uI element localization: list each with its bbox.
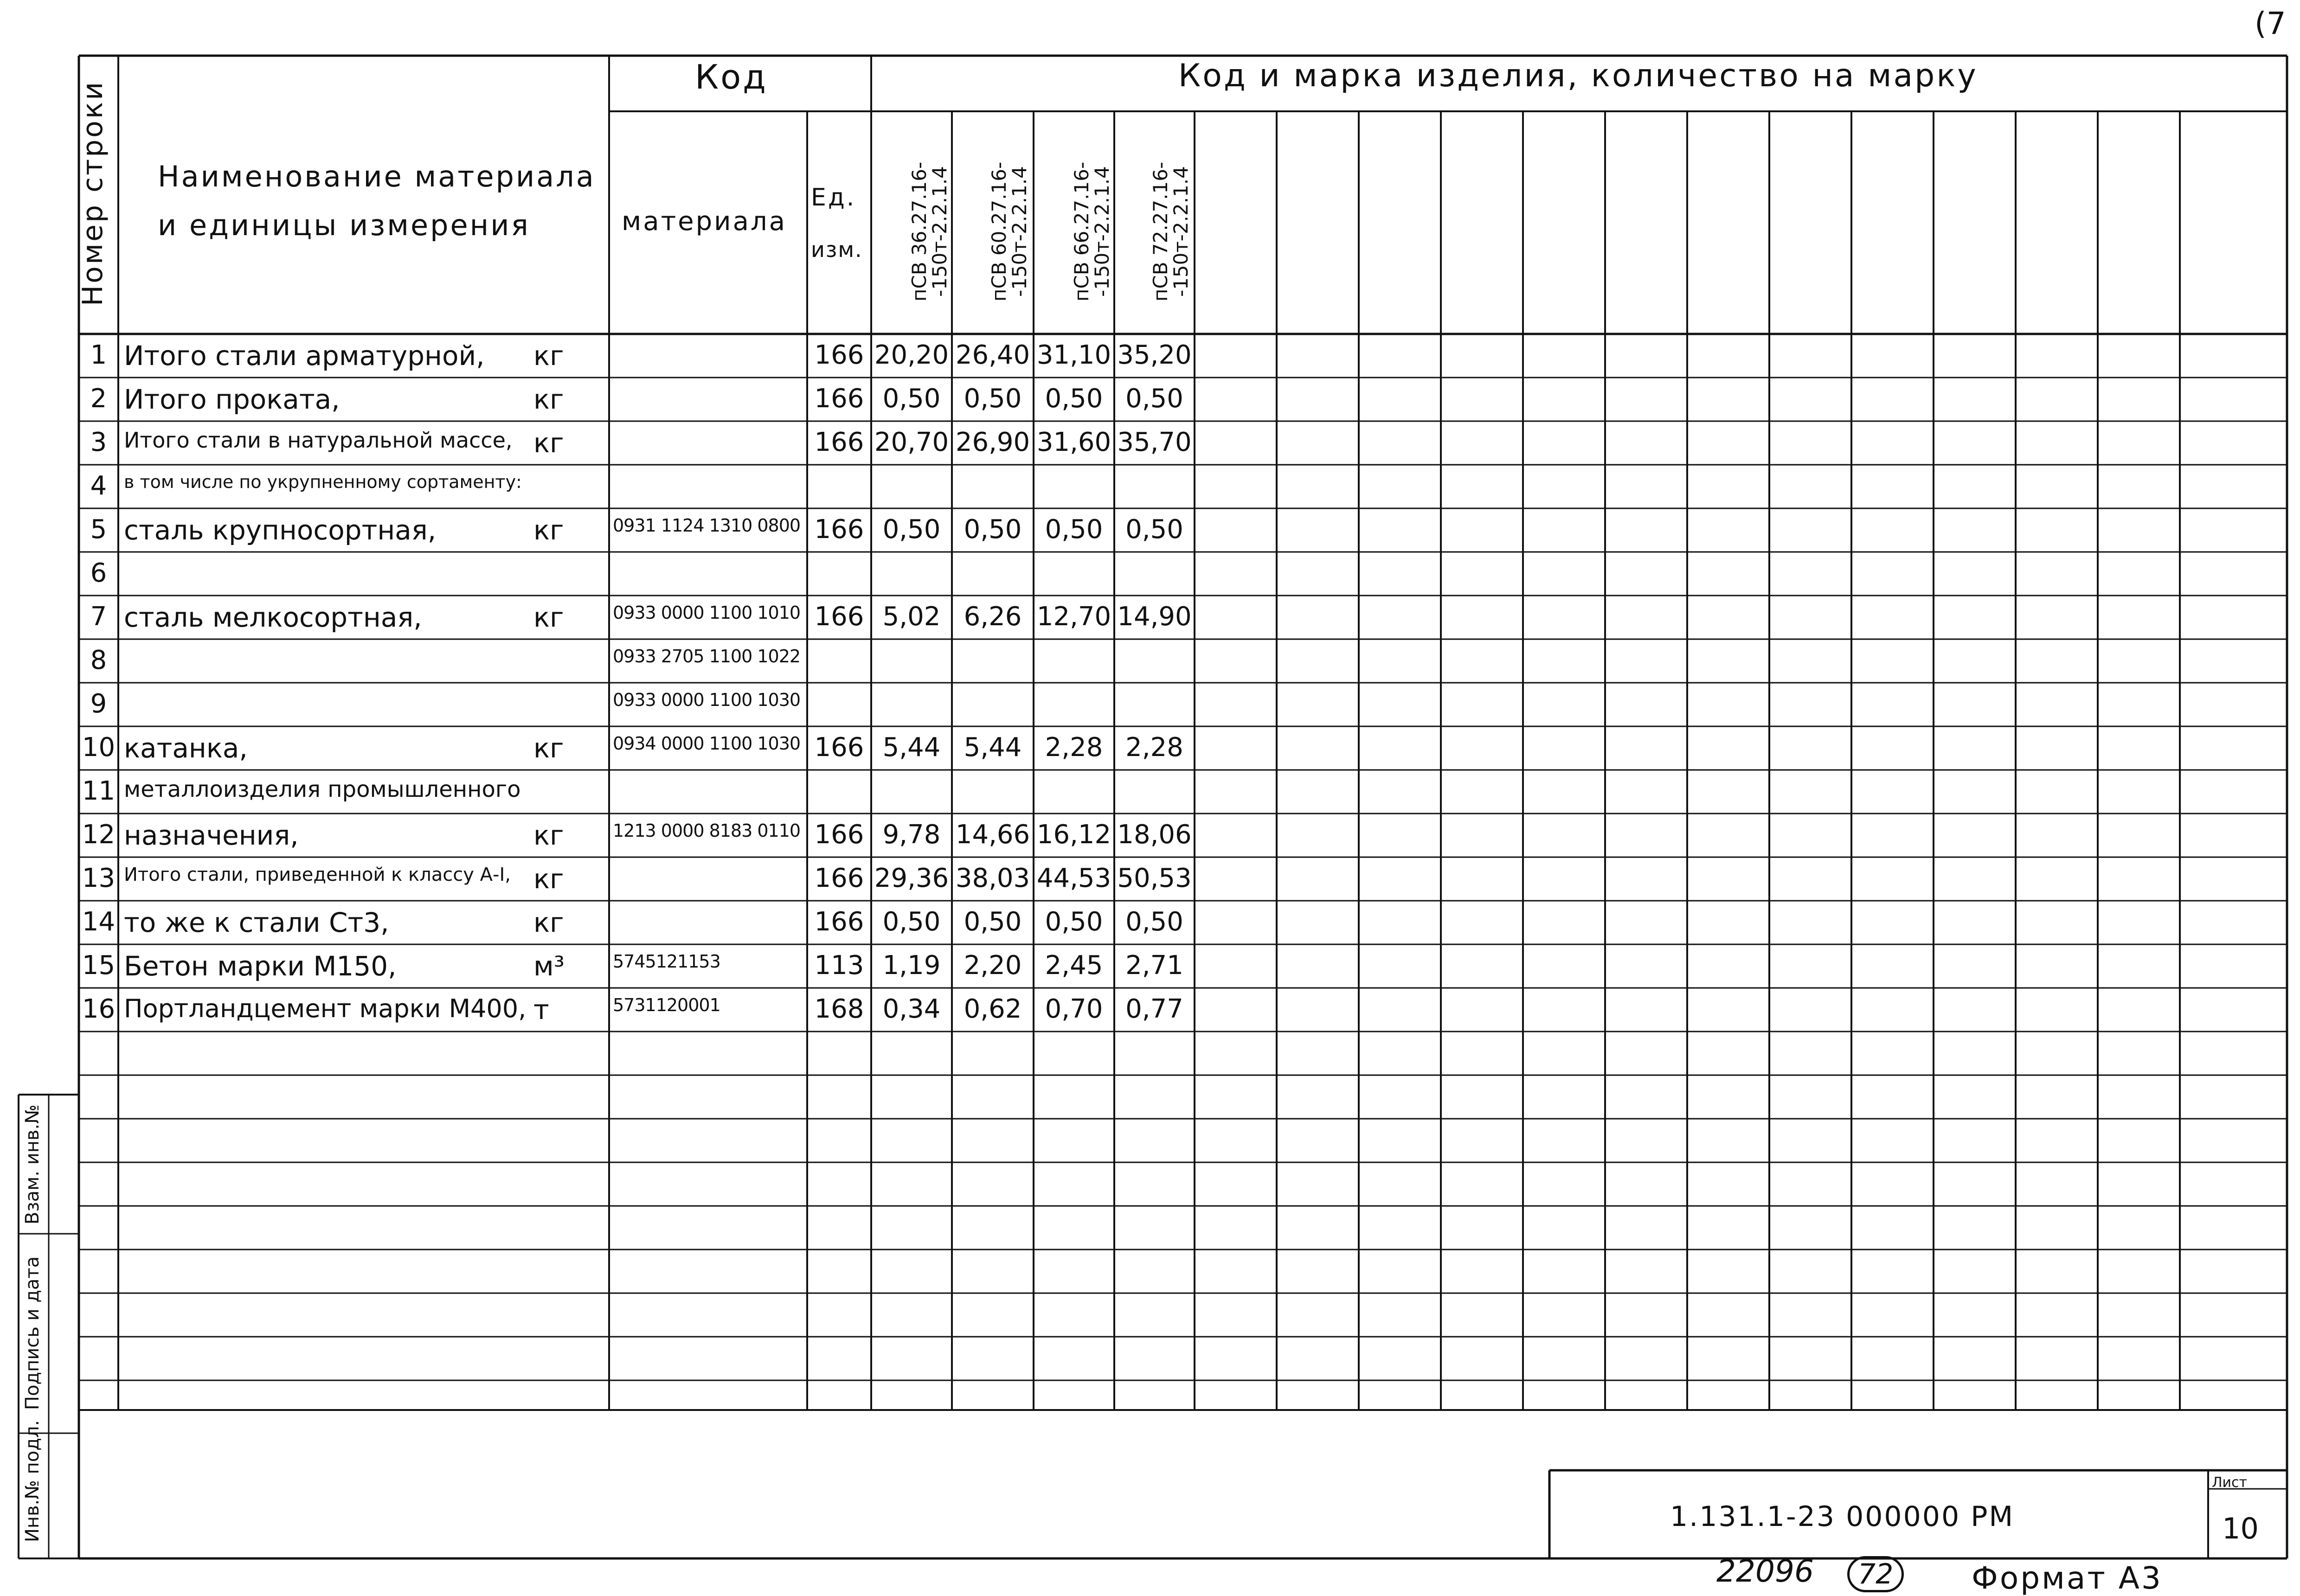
material-code: 5745121153 <box>613 951 720 972</box>
row-number: 9 <box>90 689 107 719</box>
quantity-cell: 5,44 <box>964 732 1022 763</box>
quantity-cell: 2,71 <box>1125 950 1183 981</box>
quantity-cell: 0,50 <box>1125 514 1183 545</box>
quantity-cell: 0,50 <box>964 514 1022 545</box>
quantity-cell: 44,53 <box>1036 863 1111 893</box>
material-name: Портландцемент марки М400, <box>124 994 527 1023</box>
unit-code: 166 <box>814 602 864 632</box>
material-name: Итого стали в натуральной массе, <box>124 428 513 453</box>
quantity-cell: 0,77 <box>1125 994 1183 1024</box>
quantity-cell: 2,28 <box>1125 732 1183 763</box>
archive-number: 22096 <box>1716 1553 1814 1589</box>
unit-code: 166 <box>814 384 864 414</box>
material-code: 5731120001 <box>613 995 720 1015</box>
material-name: Итого проката, <box>124 384 340 415</box>
material-name: Бетон марки М150, <box>124 950 397 982</box>
quantity-cell: 0,50 <box>1045 384 1103 414</box>
mark-3-line2: -150т-2.2.1.4 <box>1091 166 1113 297</box>
circled-number: 72 <box>1847 1556 1904 1592</box>
header-code: Код <box>695 58 768 96</box>
unit-of-measure: кг <box>533 602 564 633</box>
row-number: 15 <box>82 950 116 981</box>
sheet-label: Лист <box>2212 1474 2248 1491</box>
row-number: 11 <box>82 776 116 806</box>
header-unit-line1: Ед. <box>811 184 856 212</box>
quantity-cell: 0,50 <box>964 907 1022 937</box>
header-name-line1: Наименование материала <box>158 160 596 193</box>
quantity-cell: 16,12 <box>1036 820 1111 850</box>
material-name: сталь мелкосортная, <box>124 602 422 633</box>
quantity-cell: 5,02 <box>882 602 941 632</box>
row-number: 6 <box>90 558 107 588</box>
material-code: 0933 0000 1100 1030 <box>613 690 801 710</box>
quantity-cell: 0,50 <box>882 384 941 414</box>
quantity-cell: 14,66 <box>955 820 1030 850</box>
material-name: сталь крупносортная, <box>124 514 437 546</box>
mark-1-line1: пСВ 36.27.16- <box>908 161 931 301</box>
mark-2-line2: -150т-2.2.1.4 <box>1008 166 1031 297</box>
unit-code: 166 <box>814 514 864 545</box>
quantity-cell: 31,60 <box>1036 427 1111 457</box>
quantity-cell: 0,50 <box>1125 907 1183 937</box>
material-code: 0931 1124 1310 0800 <box>613 515 801 536</box>
unit-of-measure: т <box>533 994 549 1026</box>
unit-code: 166 <box>814 427 864 457</box>
quantity-cell: 29,36 <box>874 863 949 893</box>
stamp-signature-date: Подпись и дата <box>22 1256 43 1410</box>
mark-1-line2: -150т-2.2.1.4 <box>928 166 951 297</box>
material-code: 0934 0000 1100 1030 <box>613 733 801 754</box>
quantity-cell: 20,70 <box>874 427 949 457</box>
quantity-cell: 26,40 <box>955 340 1030 370</box>
material-name: Итого стали арматурной, <box>124 340 485 372</box>
row-number: 8 <box>90 645 107 675</box>
header-row-number: Номер строки <box>77 80 109 306</box>
row-number: 13 <box>82 863 116 893</box>
unit-of-measure: кг <box>533 384 564 415</box>
quantity-cell: 2,45 <box>1045 950 1103 981</box>
quantity-cell: 2,20 <box>964 950 1022 981</box>
unit-code: 166 <box>814 820 864 850</box>
unit-code: 166 <box>814 340 864 370</box>
row-number: 5 <box>90 514 107 545</box>
material-name: Итого стали, приведенной к классу А-I, <box>124 864 511 885</box>
quantity-cell: 0,50 <box>882 907 941 937</box>
unit-code: 166 <box>814 732 864 763</box>
quantity-cell: 0,62 <box>964 994 1022 1024</box>
header-material: материала <box>622 206 787 237</box>
row-number: 4 <box>90 471 107 501</box>
header-products: Код и марка изделия, количество на марку <box>1178 58 1978 94</box>
row-number: 1 <box>90 340 107 370</box>
unit-code: 166 <box>814 907 864 937</box>
mark-4-line1: пСВ 72.27.16- <box>1149 161 1172 301</box>
unit-of-measure: кг <box>533 427 564 459</box>
quantity-cell: 35,70 <box>1117 427 1192 457</box>
unit-of-measure: кг <box>533 732 564 764</box>
row-number: 12 <box>82 820 116 850</box>
material-name: металлоизделия промышленного <box>124 776 521 802</box>
material-code: 0933 2705 1100 1022 <box>613 646 801 667</box>
unit-of-measure: кг <box>533 340 564 372</box>
row-number: 14 <box>82 907 116 937</box>
unit-of-measure: м³ <box>533 950 565 982</box>
document-designation: 1.131.1-23 000000 РМ <box>1670 1500 2015 1533</box>
page-marker: (7 <box>2255 6 2286 41</box>
mark-4-line2: -150т-2.2.1.4 <box>1169 166 1192 297</box>
quantity-cell: 5,44 <box>882 732 941 763</box>
quantity-cell: 0,50 <box>1045 907 1103 937</box>
header-name-line2: и единицы измерения <box>158 208 530 242</box>
quantity-cell: 26,90 <box>955 427 1030 457</box>
quantity-cell: 38,03 <box>955 863 1030 893</box>
header-unit-line2: изм. <box>811 237 863 262</box>
quantity-cell: 6,26 <box>964 602 1022 632</box>
unit-code: 168 <box>814 994 864 1024</box>
material-code: 1213 0000 8183 0110 <box>613 820 801 841</box>
mark-3-line1: пСВ 66.27.16- <box>1070 161 1093 301</box>
quantity-cell: 14,90 <box>1117 602 1192 632</box>
quantity-cell: 0,50 <box>1125 384 1183 414</box>
material-name: катанка, <box>124 732 248 764</box>
row-number: 3 <box>90 427 107 457</box>
unit-of-measure: кг <box>533 820 564 851</box>
quantity-cell: 31,10 <box>1036 340 1111 370</box>
material-code: 0933 0000 1100 1010 <box>613 603 801 623</box>
unit-code: 113 <box>814 950 864 981</box>
quantity-cell: 50,53 <box>1117 863 1192 893</box>
quantity-cell: 12,70 <box>1036 602 1111 632</box>
row-number: 10 <box>82 732 116 763</box>
material-name: то же к стали Ст3, <box>124 907 389 938</box>
quantity-cell: 20,20 <box>874 340 949 370</box>
quantity-cell: 2,28 <box>1045 732 1103 763</box>
quantity-cell: 1,19 <box>882 950 941 981</box>
mark-2-line1: пСВ 60.27.16- <box>988 161 1010 301</box>
quantity-cell: 0,50 <box>964 384 1022 414</box>
quantity-cell: 18,06 <box>1117 820 1192 850</box>
unit-of-measure: кг <box>533 514 564 546</box>
stamp-replaced-inv: Взам. инв.№ <box>22 1104 43 1224</box>
quantity-cell: 0,50 <box>1045 514 1103 545</box>
quantity-cell: 9,78 <box>882 820 941 850</box>
quantity-cell: 0,70 <box>1045 994 1103 1024</box>
stamp-inv-original: Инв.№ подл. <box>22 1420 43 1542</box>
row-number: 2 <box>90 384 107 414</box>
unit-code: 166 <box>814 863 864 893</box>
sheet-number: 10 <box>2222 1512 2259 1545</box>
quantity-cell: 0,34 <box>882 994 941 1024</box>
unit-of-measure: кг <box>533 907 564 938</box>
material-name: в том числе по укрупненному сортаменту: <box>124 472 522 492</box>
quantity-cell: 35,20 <box>1117 340 1192 370</box>
row-number: 7 <box>90 602 107 632</box>
row-number: 16 <box>82 994 116 1024</box>
unit-of-measure: кг <box>533 863 564 895</box>
quantity-cell: 0,50 <box>882 514 941 545</box>
material-name: назначения, <box>124 820 299 851</box>
format-label: Формат А3 <box>1972 1560 2163 1596</box>
